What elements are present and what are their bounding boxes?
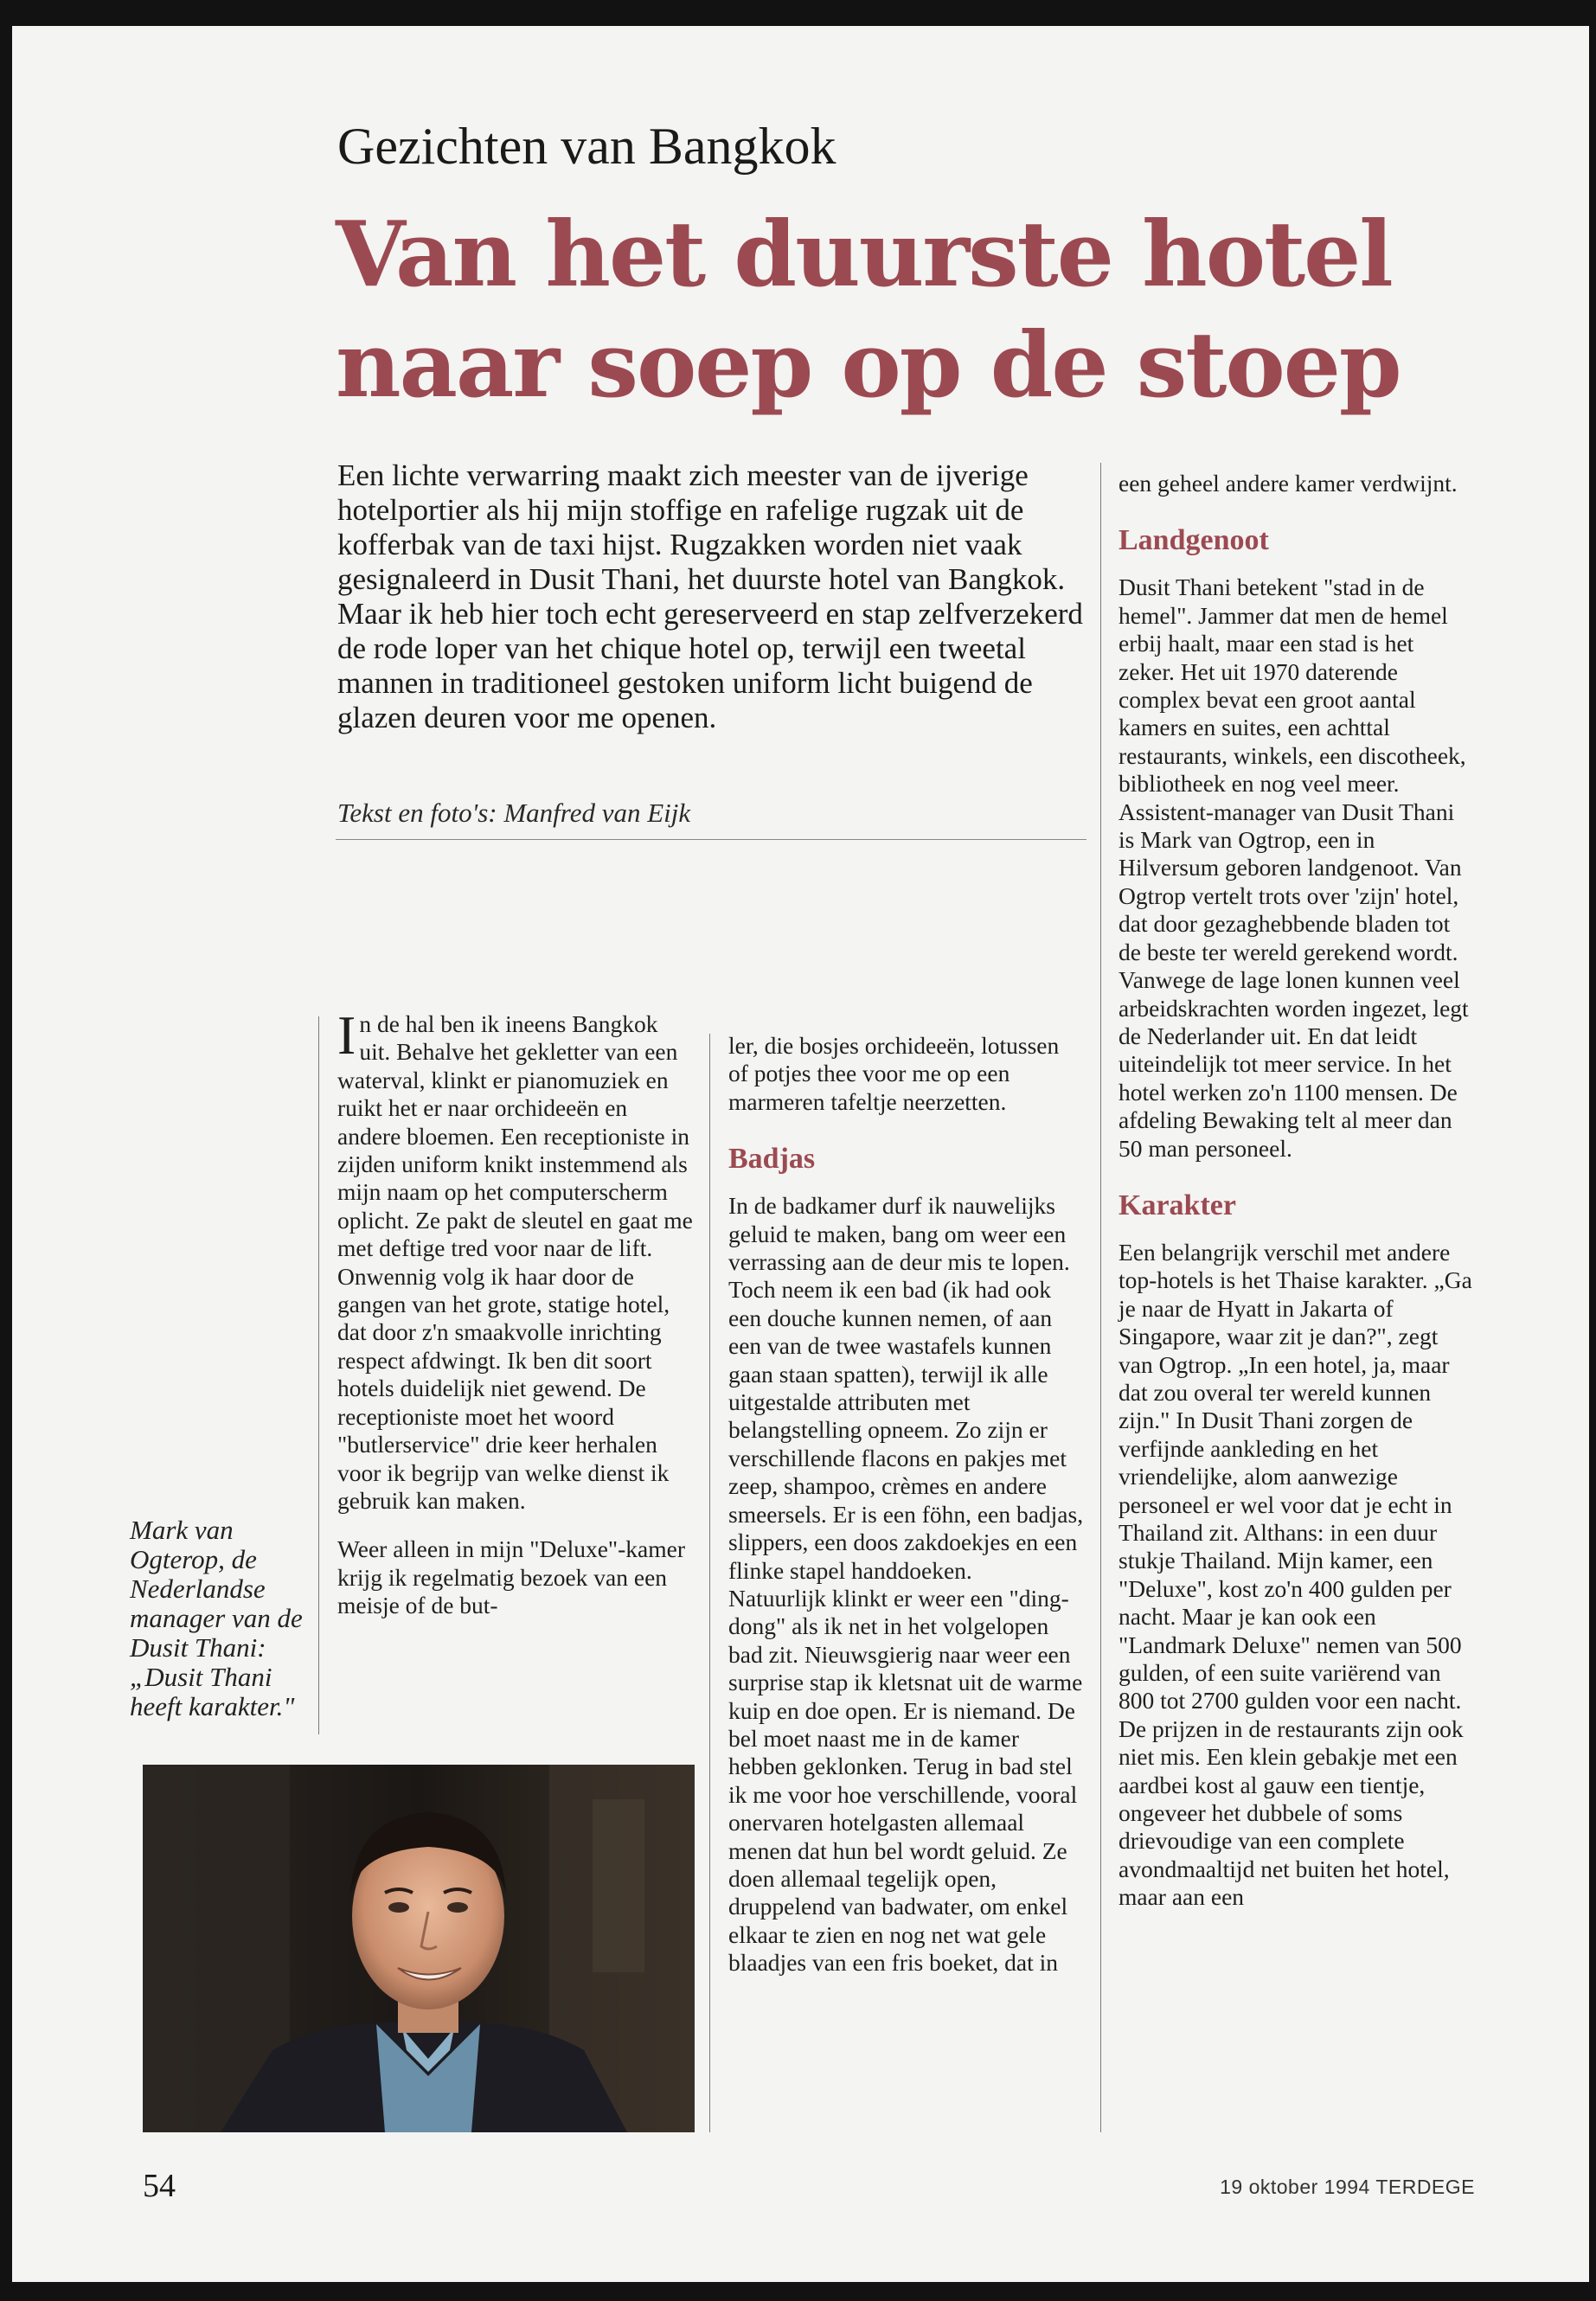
caption-divider bbox=[318, 1016, 319, 1734]
article-column-1 bbox=[337, 1004, 694, 1620]
headline-line-2: naar soep op de stoep bbox=[336, 311, 1401, 418]
headline-line-1: Van het duurste hotel bbox=[336, 201, 1392, 307]
article-column-2 bbox=[728, 1032, 1085, 1977]
column-divider-2 bbox=[1100, 463, 1101, 2132]
scan-border-right bbox=[1589, 0, 1596, 2301]
page-number: 54 bbox=[143, 2168, 176, 2204]
intro-paragraph: Een lichte verwarring maakt zich meester van de ijverige hotelportier als hij mijn stoffige en rafelige rugzak uit de kofferbak van de taxi hijst. Rugzakken worden niet vaak gesignaleerd in Dusit Thani, het duurste hotel van Bangkok. Maar ik heb hier toch echt gereserveerd en stap zelfverzekerd de rode loper van het chique hotel op, terwijl een tweetal mannen in traditioneel gestoken uniform licht buigend de glazen deuren voor me openen. bbox=[337, 458, 1083, 734]
col3-paragraph-4: Vanwege de lage lonen kunnen veel arbeidskrachten worden ingezet, legt de Nederlander uit. En dat leidt uiteindelijk tot meer service. In het hotel werken zo'n 1100 mensen. De afdeling Bewaking telt al meer dan 50 man personeel. bbox=[1118, 966, 1469, 1162]
column-divider-1 bbox=[709, 1034, 710, 2132]
subhead-landgenoot: Landgenoot bbox=[1118, 524, 1269, 557]
col3-paragraph-2: Dusit Thani betekent "stad in de hemel". Jammer dat men de hemel erbij haalt, maar een stad is het zeker. Het uit 1970 daterende complex bevat een groot aantal kamers en suites, een achttal restaurants, winkels, een discotheek, bibliotheek en nog veel meer. bbox=[1118, 574, 1466, 798]
byline: Tekst en foto's: Manfred van Eijk bbox=[337, 798, 691, 828]
scan-border-left bbox=[0, 0, 12, 2301]
col1-paragraph-1: In de hal ben ik ineens Bangkok uit. Behalve het gekletter van een waterval, klinkt er pianomuziek en ruikt het er naar orchideeën en andere bloemen. Een receptioniste in zijden uniform knikt instemmend als mijn naam op het computerscherm oplicht. Ze pakt de sleutel en gaat me met deftige tred voor naar de lift. Onwennig volg ik haar door de gangen van het grote, statige hotel, dat door z'n smaakvolle inrichting respect afdwingt. Ik ben dit soort hotels duidelijk niet gewend. De receptioniste moet het woord "butlerservice" drie keer herhalen voor ik begrijp van welke dienst ik gebruik kan maken. bbox=[337, 1004, 693, 1514]
col2-paragraph-1: ler, die bosjes orchideeën, lotussen of potjes thee voor me op een marmeren tafeltje neerzetten. bbox=[728, 1032, 1060, 1115]
folio: 19 oktober 1994 TERDEGE bbox=[1220, 2176, 1475, 2198]
section-title: Gezichten van Bangkok bbox=[337, 118, 836, 175]
intro-divider bbox=[336, 839, 1086, 840]
col3-paragraph-5: Een belangrijk verschil met andere top-hotels is het Thaise karakter. „Ga je naar de Hyatt in Jakarta of Singapore, waar zit je dan?", zegt van Ogtrop. „In een hotel, ja, maar dat zou overal ter wereld kunnen zijn." In Dusit Thani zorgen de verfijnde aankleding en het vriendelijke, alom aanwezige personeel er wel voor dat je echt in Thailand zit. Althans: in een duur stukje Thailand. Mijn kamer, een "Deluxe", kost zo'n 400 gulden per nacht. Maar je kan ook een "Landmark Deluxe" nemen van 500 gulden, of een suite variërend van 800 tot 2700 gulden voor een nacht. bbox=[1118, 1238, 1472, 1715]
col2-paragraph-3: Natuurlijk klinkt er weer een "ding-dong" als ik net in het volgelopen bad zit. Nieuwsgierig naar weer een surprise stap ik kletsnat uit de warme kuip en doe open. Er is niemand. De bel moet naast me in de kamer hebben geklonken. Terug in bad stel ik me voor hoe verschillende, vooral onervaren hotelgasten allemaal menen dat hun bel wordt geluid. Ze doen allemaal tegelijk open, druppelend van badwater, om enkel elkaar te zien en nog net wat gele blaadjes van een fris boeket, dat in bbox=[728, 1584, 1083, 1977]
subhead-badjas: Badjas bbox=[728, 1143, 816, 1176]
headline bbox=[336, 199, 1401, 420]
drop-cap: I bbox=[337, 1004, 356, 1066]
scan-border-bottom bbox=[0, 2282, 1596, 2301]
col2-paragraph-2: In de badkamer durf ik nauwelijks geluid te maken, bang om weer een verrassing aan de deur mis te lopen. Toch neem ik een bad (ik had ook een douche kunnen nemen, of aan een van de twee wastafels kunnen gaan staan spatten), terwijl ik alle uitgestalde attributen met belangstelling opneem. Zo zijn er verschillende flacons en pakjes met zeep, shampoo, crèmes en andere smeersels. Er is een föhn, een badjas, slippers, een doos zakdoekjes en een flinke stapel handdoeken. bbox=[728, 1192, 1084, 1584]
col3-paragraph-6: De prijzen in de restaurants zijn ook niet mis. Een klein gebakje met een aardbei kost al gauw een tientje, ongeveer het dubbele of soms drievoudige van een complete avondmaaltijd net buiten het hotel, maar aan een bbox=[1118, 1715, 1464, 1911]
article-column-3 bbox=[1118, 470, 1475, 1912]
portrait-illustration bbox=[143, 1765, 695, 2132]
col3-paragraph-1: een geheel andere kamer verdwijnt. bbox=[1118, 470, 1458, 497]
col1-paragraph-2: Weer alleen in mijn "Deluxe"-kamer krijg ik regelmatig bezoek van een meisje of de but- bbox=[337, 1535, 686, 1619]
photo-caption: Mark van Ogterop, de Nederlandse manager van de Dusit Thani: „Dusit Thani heeft karakter." bbox=[130, 1515, 303, 1721]
col3-paragraph-3: Assistent-manager van Dusit Thani is Mark van Ogtrop, een in Hilversum geboren landgenoot. Van Ogtrop vertelt trots over 'zijn' hotel, dat door gezaghebbende bladen tot de beste ter wereld gerekend wordt. bbox=[1118, 798, 1462, 965]
subhead-karakter: Karakter bbox=[1118, 1189, 1236, 1221]
scan-border-top bbox=[0, 0, 1596, 26]
portrait-photo bbox=[143, 1765, 695, 2132]
